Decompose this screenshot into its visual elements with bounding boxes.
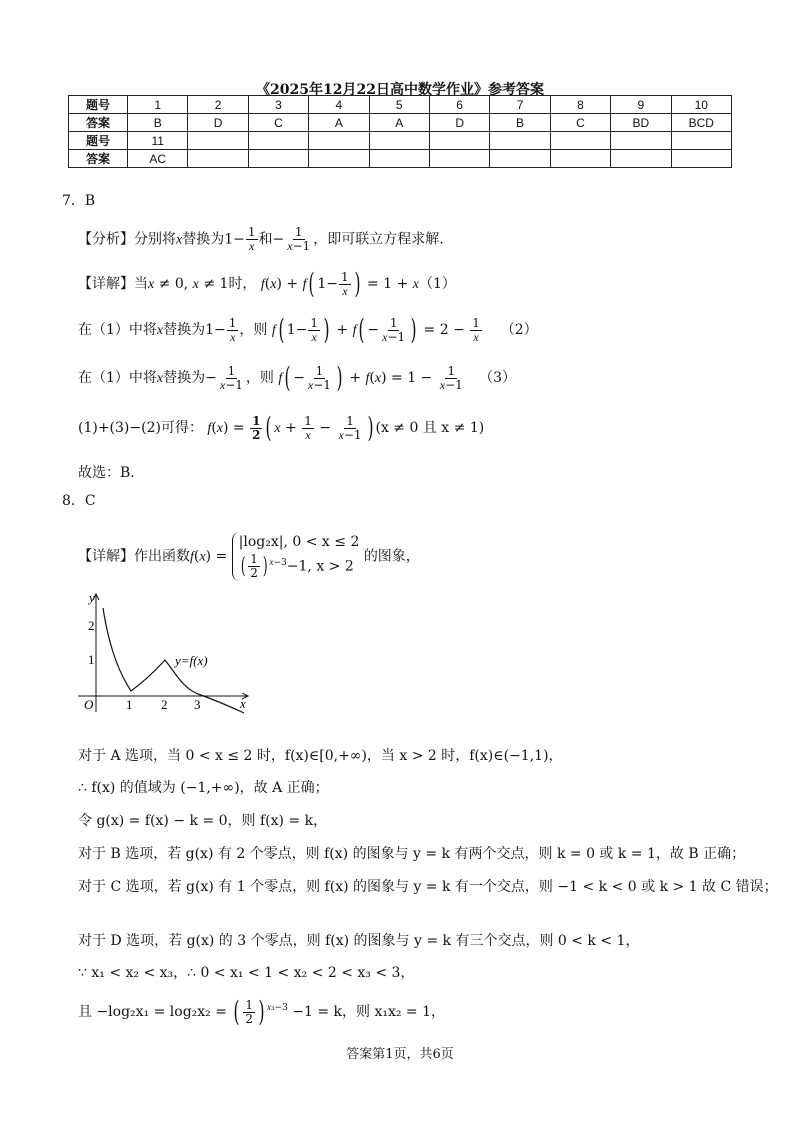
table-cell bbox=[429, 132, 489, 150]
table-cell bbox=[490, 150, 550, 168]
answer-table bbox=[68, 95, 732, 168]
document-title: 《2025年12月22日高中数学作业》参考答案 bbox=[256, 82, 544, 98]
table-cell: BCD bbox=[671, 114, 731, 132]
function-graph bbox=[68, 588, 258, 718]
q8-line-1: 对于 A 选项，当 0 < x ≤ 2 时，f(x)∈[0,+∞)，当 x > 2 时，f(x)∈(−1,1)， bbox=[78, 748, 563, 764]
row-header: 题号 bbox=[69, 96, 128, 114]
eq-tag: （2） bbox=[500, 322, 538, 338]
table-row bbox=[69, 132, 732, 150]
q8-line-6: 对于 D 选项，若 g(x) 的 3 个零点，则 f(x) 的图象与 y = k 有三个交点，则 0 < k < 1， bbox=[78, 933, 640, 949]
q7-choice: 故选：B. bbox=[78, 465, 135, 481]
table-cell: 2 bbox=[188, 96, 248, 114]
table-row bbox=[69, 150, 732, 168]
x-tick-2: 2 bbox=[161, 697, 168, 712]
table-cell: 9 bbox=[611, 96, 671, 114]
result-condition: (x ≠ 0 且 x ≠ 1) bbox=[375, 420, 485, 436]
piecewise-function: |log₂x|, 0 < x ≤ 2 ( $\frac{1}{2}$ ) $^{x-3}$−1, x > 2 bbox=[232, 532, 360, 581]
table-cell: AC bbox=[128, 150, 188, 168]
table-cell: 1 bbox=[128, 96, 188, 114]
y-axis-label: y bbox=[89, 590, 95, 605]
x-tick-1: 1 bbox=[126, 697, 133, 712]
table-cell bbox=[188, 150, 248, 168]
detail-tag: 【详解】 bbox=[78, 276, 134, 292]
table-cell bbox=[369, 132, 429, 150]
detail-text: 时， bbox=[228, 276, 257, 292]
analysis-text: 和 bbox=[258, 231, 273, 248]
analysis-text: 替换为 bbox=[182, 231, 225, 248]
table-cell: A bbox=[369, 114, 429, 132]
q7-detail: 【详解】当x ≠ 0, x ≠ 1时， f(x) + f( 1− $\frac{1}{x}$ ) = 1 + x（1） bbox=[78, 267, 456, 300]
row-header: 题号 bbox=[69, 132, 128, 150]
table-cell: 5 bbox=[369, 96, 429, 114]
table-row bbox=[69, 96, 732, 114]
q8-line-4: 对于 B 选项，若 g(x) 有 2 个零点，则 f(x) 的图象与 y = k 有两个交点，则 k = 0 或 k = 1，故 B 正确； bbox=[78, 846, 746, 862]
x-axis-label: x bbox=[240, 696, 246, 711]
table-cell: 10 bbox=[671, 96, 731, 114]
function-curve bbox=[103, 608, 244, 713]
table-cell: C bbox=[550, 114, 610, 132]
table-cell: 4 bbox=[309, 96, 369, 114]
table-cell bbox=[490, 132, 550, 150]
table-cell: B bbox=[128, 114, 188, 132]
table-cell bbox=[671, 132, 731, 150]
eq-tag: （3） bbox=[479, 370, 517, 386]
table-cell: A bbox=[309, 114, 369, 132]
eq2-text: ，则 bbox=[239, 322, 268, 338]
table-cell: C bbox=[248, 114, 308, 132]
eq3-text: ，则 bbox=[245, 370, 274, 386]
row-header: 答案 bbox=[69, 150, 128, 168]
table-cell bbox=[550, 132, 610, 150]
y-tick-2: 2 bbox=[88, 618, 95, 633]
detail-text: 的图象， bbox=[363, 548, 420, 565]
table-cell bbox=[611, 150, 671, 168]
q7-eq3: 在（1）中将x替换为− $\frac{1}{x-1}$ ，则 f( − $\frac{1}{x-1}$ ) + f(x) = 1 − $\frac{1}{x-1}$ （3） bbox=[78, 361, 517, 394]
piece-2: −1, x > 2 bbox=[286, 558, 354, 575]
table-cell: 7 bbox=[490, 96, 550, 114]
eq2-text: 在（1）中将 bbox=[78, 322, 157, 338]
table-row bbox=[69, 114, 732, 132]
table-cell bbox=[671, 150, 731, 168]
table-cell bbox=[188, 132, 248, 150]
table-cell: 3 bbox=[248, 96, 308, 114]
origin-label: O bbox=[84, 697, 94, 712]
q8-line-2: ∴ f(x) 的值域为 (−1,+∞)，故 A 正确； bbox=[78, 780, 329, 796]
table-cell bbox=[309, 150, 369, 168]
eq3-text: 在（1）中将 bbox=[78, 370, 157, 386]
table-cell bbox=[429, 150, 489, 168]
q8-line-5: 对于 C 选项，若 g(x) 有 1 个零点，则 f(x) 的图象与 y = k 有一个交点，则 −1 < k < 0 或 k > 1 故 C 错误； bbox=[78, 879, 778, 895]
q7-analysis: 【分析】分别将x替换为1− $\frac{1}{x}$ 和− $\frac{1}{x-1}$ ，即可联立方程求解. bbox=[78, 225, 444, 253]
table-cell bbox=[369, 150, 429, 168]
q8-line-7: ∵ x₁ < x₂ < x₃，∴ 0 < x₁ < 1 < x₂ < 2 < x₃ < 3， bbox=[78, 965, 415, 981]
curve-label: y=f(x) bbox=[175, 653, 208, 668]
row-header: 答案 bbox=[69, 114, 128, 132]
page-footer: 答案第1页，共6页 bbox=[346, 1047, 454, 1062]
table-cell bbox=[309, 132, 369, 150]
q8-line-3: 令 g(x) = f(x) − k = 0，则 f(x) = k， bbox=[78, 813, 328, 829]
q8-heading: 8．C bbox=[62, 493, 96, 509]
eq3-text: 替换为 bbox=[163, 370, 206, 386]
result-text: (1)+(3)−(2)可得： bbox=[78, 420, 203, 436]
eq2-text: 替换为 bbox=[163, 322, 206, 338]
table-cell: 8 bbox=[550, 96, 610, 114]
table-cell: B bbox=[490, 114, 550, 132]
q8-last-line: 且 −log₂x₁ = log₂x₂ = ( $\frac{1}{2}$ ) $^{x_3-3}$ −1 = k，则 x₁x₂ = 1， bbox=[78, 995, 446, 1028]
table-cell bbox=[248, 132, 308, 150]
piece-1: |log₂x|, 0 < x ≤ 2 bbox=[238, 534, 360, 550]
table-cell bbox=[550, 150, 610, 168]
detail-text: 作出函数 bbox=[134, 548, 190, 565]
analysis-text: 分别将 bbox=[134, 231, 176, 248]
table-cell: 6 bbox=[429, 96, 489, 114]
table-cell: 11 bbox=[128, 132, 188, 150]
analysis-tag: 【分析】 bbox=[78, 231, 134, 248]
table-cell: D bbox=[429, 114, 489, 132]
table-cell: BD bbox=[611, 114, 671, 132]
q7-heading: 7．B bbox=[62, 193, 96, 209]
q7-eq2: 在（1）中将x替换为1− $\frac{1}{x}$ ，则 f( 1− $\frac{1}{x}$ ) + f( − $\frac{1}{x-1}$ ) = 2 − $\frac{1}{x}$ （2） bbox=[78, 313, 538, 346]
table-cell bbox=[248, 150, 308, 168]
last-line-text: 且 −log₂x₁ = log₂x₂ = bbox=[78, 1004, 227, 1020]
x-tick-3: 3 bbox=[194, 697, 201, 712]
table-cell bbox=[611, 132, 671, 150]
analysis-text: ，即可联立方程求解. bbox=[313, 231, 444, 248]
last-line-text: −1 = k，则 x₁x₂ = 1， bbox=[292, 1004, 446, 1020]
table-cell: D bbox=[188, 114, 248, 132]
eq-tag: （1） bbox=[419, 276, 456, 292]
detail-tag: 【详解】 bbox=[78, 548, 134, 565]
detail-text: 当 bbox=[134, 276, 148, 292]
q7-result: (1)+(3)−(2)可得： f(x) = $\frac{1}{2}$ ( x + $\frac{1}{x}$ − $\frac{1}{x-1}$ ) (x ≠ 0 且 x ≠ 1) bbox=[78, 411, 485, 444]
q8-detail: 【详解】作出函数f(x) = |log₂x|, 0 < x ≤ 2 ( $\frac{1}{2}$ ) $^{x-3}$−1, x > 2 的图象， bbox=[78, 534, 420, 581]
y-tick-1: 1 bbox=[88, 652, 95, 667]
